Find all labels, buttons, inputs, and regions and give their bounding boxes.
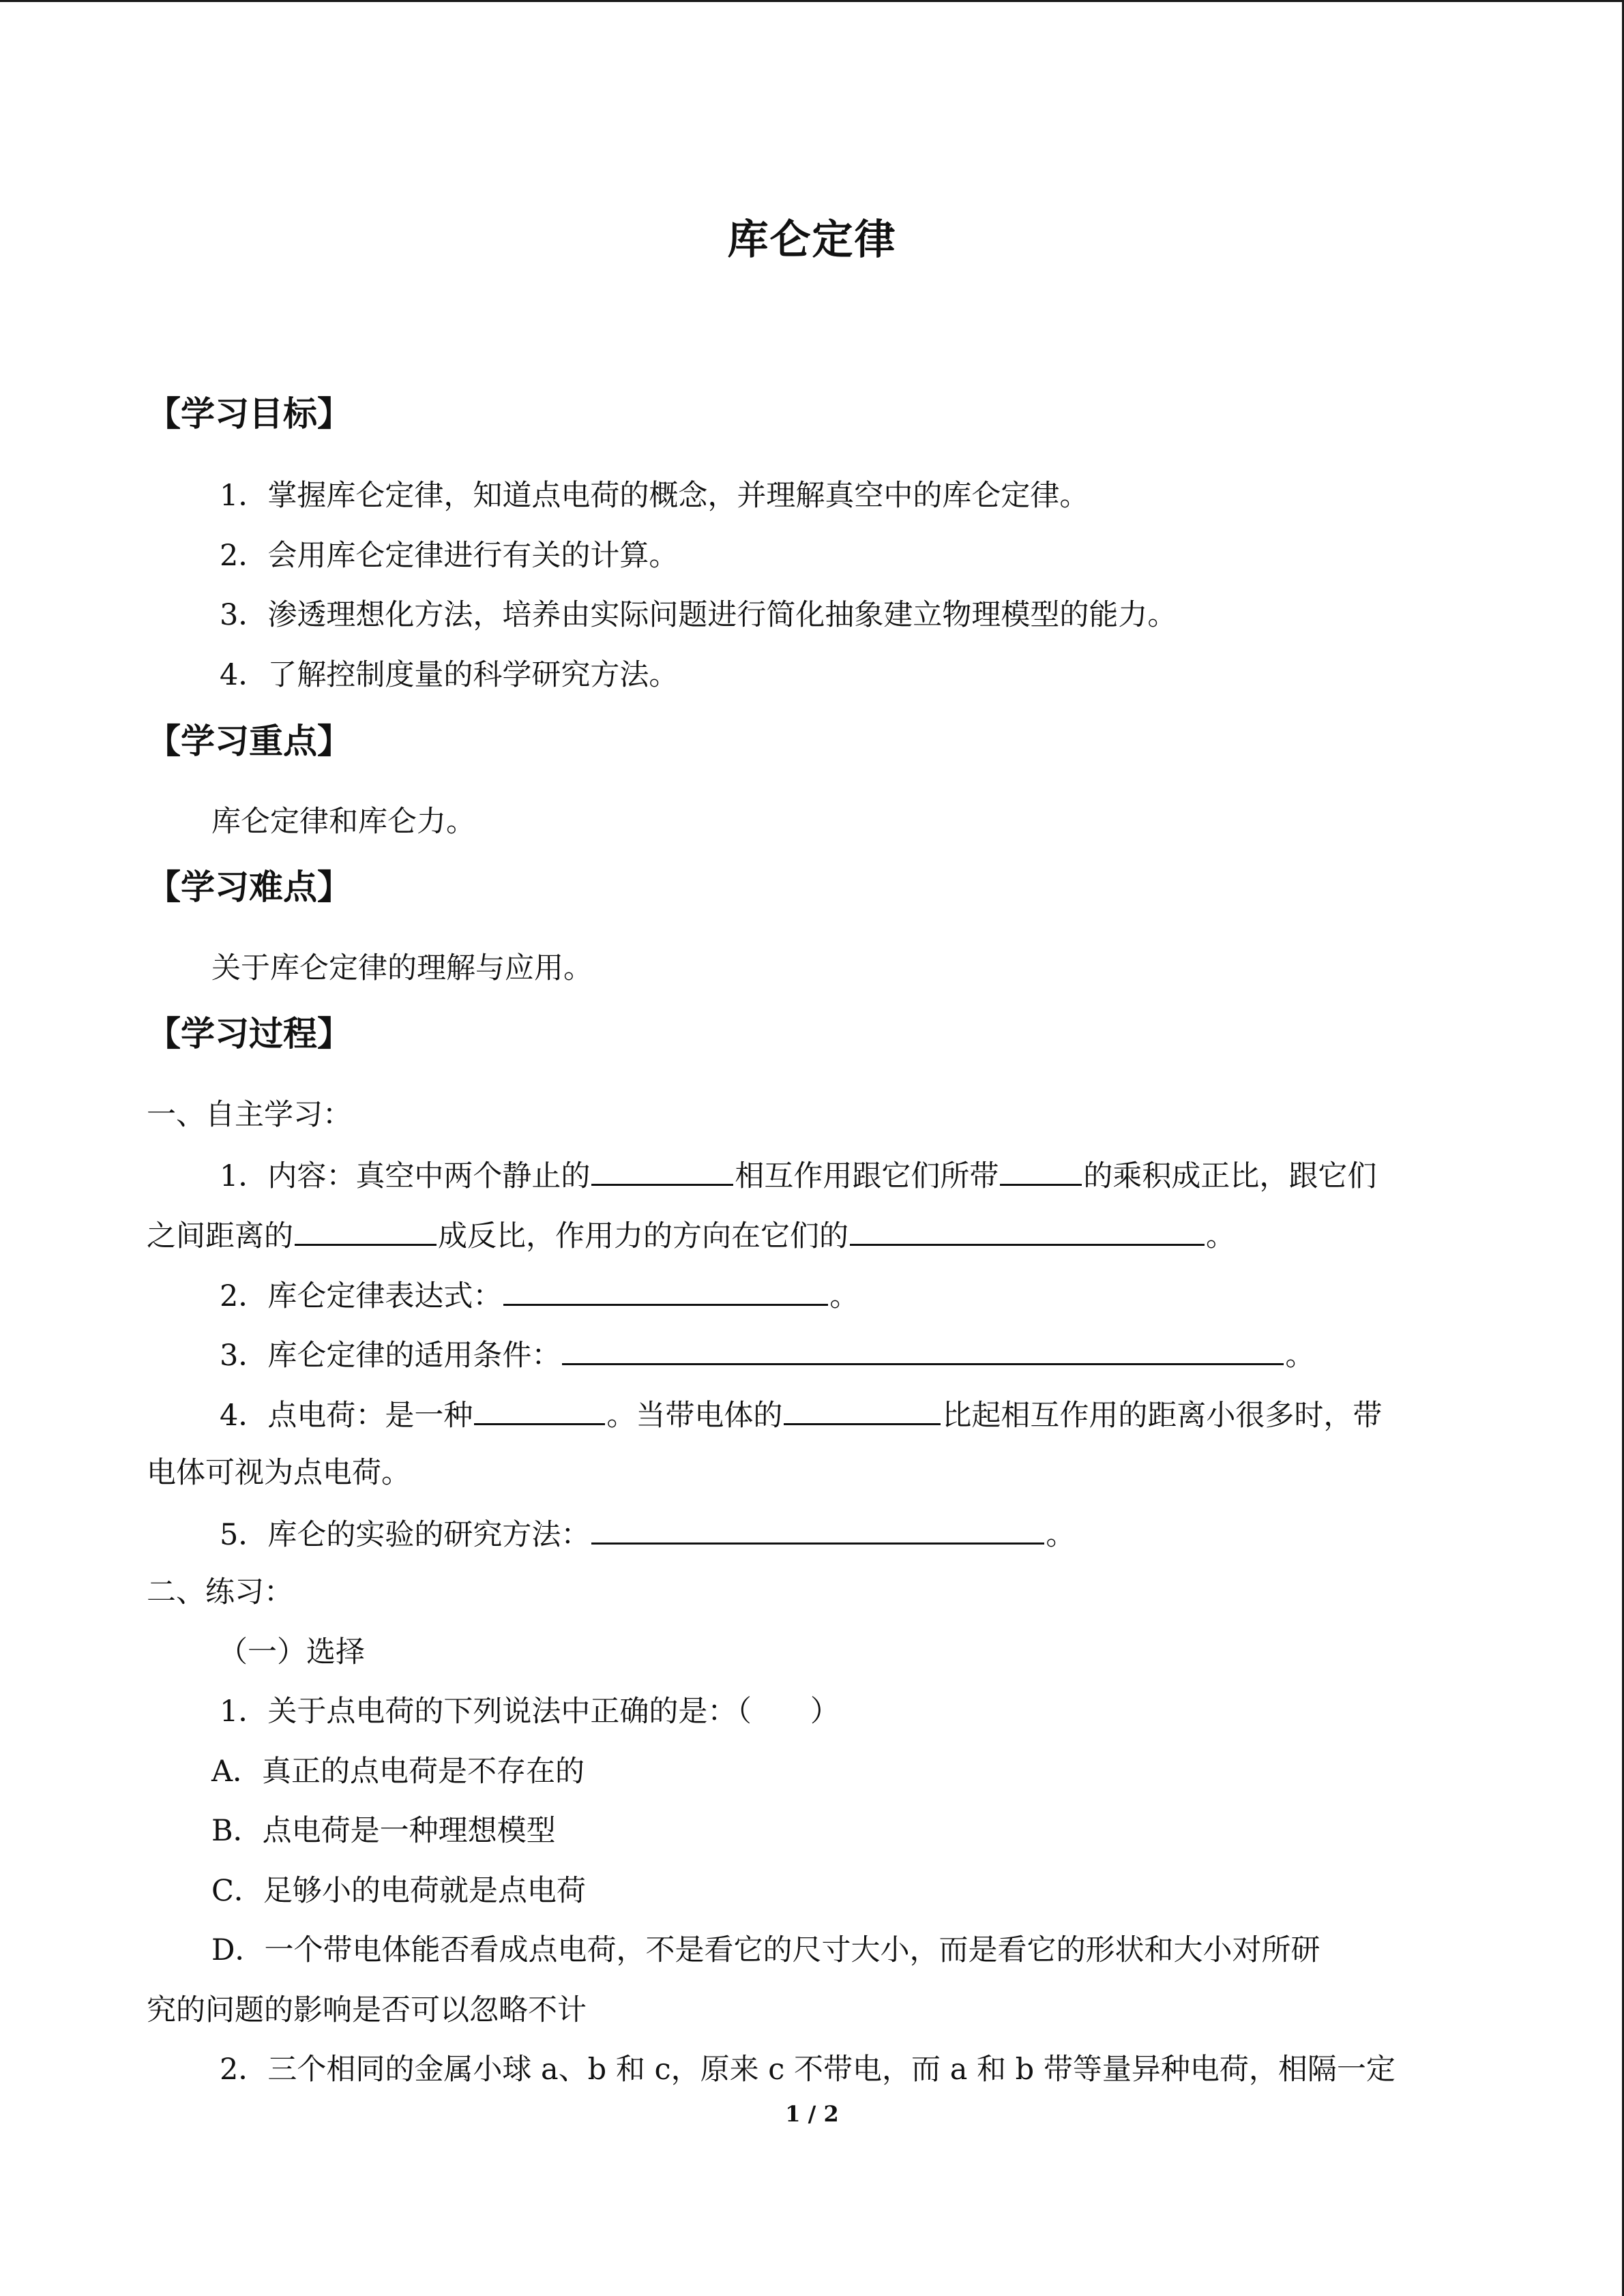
question-3-text-b: 。 xyxy=(1285,1339,1315,1373)
question-4-line-2: 电体可视为点电荷。 xyxy=(147,1456,411,1490)
page-top-border xyxy=(0,0,1624,2)
answer-blank[interactable] xyxy=(562,1333,1284,1365)
question-4-text-b: 。当带电体的 xyxy=(606,1399,783,1433)
objective-item-2: 2．会用库仑定律进行有关的计算。 xyxy=(220,539,679,573)
answer-blank[interactable] xyxy=(295,1214,437,1246)
question-3-line xyxy=(220,1333,1314,1376)
question-2-line xyxy=(220,1274,859,1317)
page-title: 库仑定律 xyxy=(727,216,897,264)
answer-blank[interactable] xyxy=(784,1393,941,1425)
objectives-heading: 【学习目标】 xyxy=(147,394,351,434)
difficulties-text: 关于库仑定律的理解与应用。 xyxy=(211,951,593,985)
question-2-text-b: 。 xyxy=(829,1279,859,1313)
question-3-text-a: 3．库仑定律的适用条件： xyxy=(220,1339,561,1373)
objective-item-4: 4．了解控制度量的科学研究方法。 xyxy=(220,658,679,692)
answer-blank[interactable] xyxy=(1000,1154,1082,1186)
exercise-1-option-c[interactable]: C．足够小的电荷就是点电荷 xyxy=(211,1874,586,1908)
self-study-title: 一、自主学习： xyxy=(147,1098,352,1132)
choice-title: （一）选择 xyxy=(218,1635,365,1669)
question-1-text-a: 1．内容：真空中两个静止的 xyxy=(220,1159,591,1193)
question-4-text-a: 4．点电荷：是一种 xyxy=(220,1399,473,1433)
exercise-1-option-b[interactable]: B．点电荷是一种理想模型 xyxy=(211,1814,556,1848)
question-5-text-b: 。 xyxy=(1046,1518,1076,1552)
objective-item-1: 1．掌握库仑定律，知道点电荷的概念，并理解真空中的库仑定律。 xyxy=(220,479,1089,513)
exercise-1-option-d-line-2: 究的问题的影响是否可以忽略不计 xyxy=(147,1993,587,2027)
page-number: 1 / 2 xyxy=(785,2101,839,2127)
key-points-heading: 【学习重点】 xyxy=(147,721,351,761)
difficulties-heading: 【学习难点】 xyxy=(147,867,351,907)
objective-item-3: 3．渗透理想化方法，培养由实际问题进行简化抽象建立物理模型的能力。 xyxy=(220,598,1177,632)
exercise-1-option-d-line-1[interactable]: D．一个带电体能否看成点电荷，不是看它的尺寸大小，而是看它的形状和大小对所研 xyxy=(211,1933,1320,1967)
question-5-text-a: 5．库仑的实验的研究方法： xyxy=(220,1518,591,1552)
question-1-text-c: 的乘积成正比，跟它们 xyxy=(1083,1159,1377,1193)
question-4-text-c: 比起相互作用的距离小很多时，带 xyxy=(942,1399,1383,1433)
exercise-1-stem: 1．关于点电荷的下列说法中正确的是：（ ） xyxy=(220,1695,840,1729)
answer-blank[interactable] xyxy=(850,1214,1205,1246)
question-1-line-2 xyxy=(147,1214,1235,1257)
question-1-line-1 xyxy=(220,1154,1376,1197)
question-1-text-b: 相互作用跟它们所带 xyxy=(735,1159,999,1193)
process-heading: 【学习过程】 xyxy=(147,1014,351,1054)
question-1-text-f: 。 xyxy=(1206,1219,1235,1253)
question-1-text-e: 成反比，作用力的方向在它们的 xyxy=(438,1219,848,1253)
answer-blank[interactable] xyxy=(591,1512,1044,1545)
answer-blank[interactable] xyxy=(503,1274,828,1306)
exercise-1-option-a[interactable]: A．真正的点电荷是不存在的 xyxy=(211,1755,585,1789)
question-2-text-a: 2．库仑定律表达式： xyxy=(220,1279,503,1313)
key-points-text: 库仑定律和库仑力。 xyxy=(211,805,475,839)
exercise-2-stem: 2．三个相同的金属小球 a、b 和 c，原来 c 不带电，而 a 和 b 带等量异种电荷，相隔一定 xyxy=(220,2053,1396,2087)
practice-title: 二、练习： xyxy=(147,1575,293,1609)
answer-blank[interactable] xyxy=(474,1393,605,1425)
question-1-text-d: 之间距离的 xyxy=(147,1219,293,1253)
question-4-line-1 xyxy=(220,1393,1382,1436)
answer-blank[interactable] xyxy=(591,1154,733,1186)
question-5-line xyxy=(220,1512,1075,1555)
